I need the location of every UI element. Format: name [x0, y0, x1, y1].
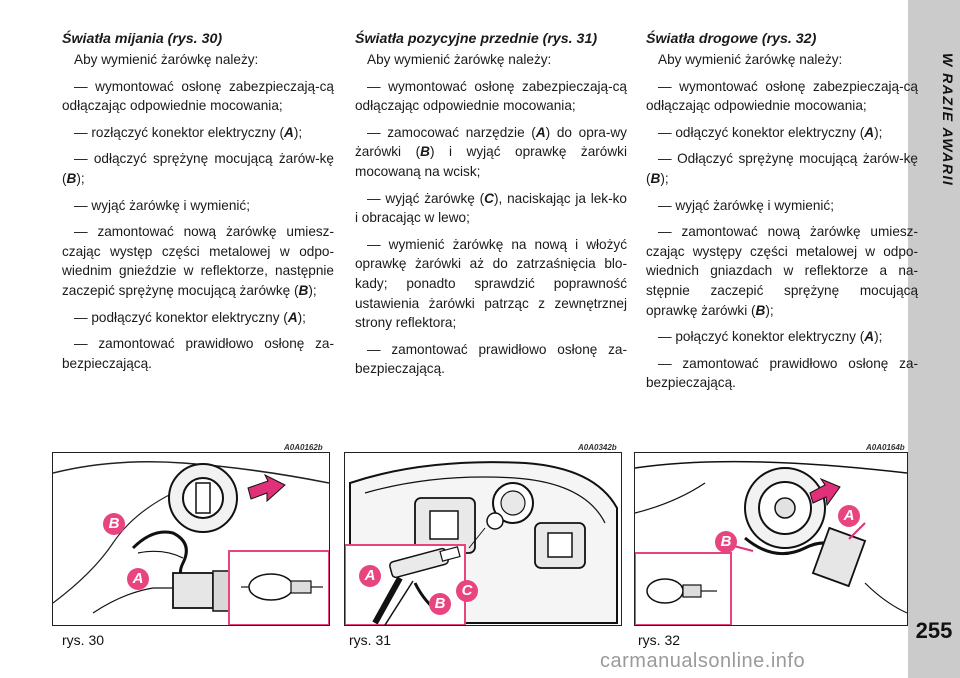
step-text: — odłączyć konektor elektryczny ( — [658, 124, 865, 140]
label-a-marker: A — [359, 565, 381, 587]
step-text: ); — [293, 124, 303, 140]
step-text: — wymienić żarówkę na nową i włożyć oprawkę żarówki aż do zatrzaśnięcia blo-kady; ponadto sprawdzić poprawność ustawienia żarówki patrząc z zewnętrznej strony reflektora; — [355, 236, 627, 331]
figure-low-beam-drawing — [53, 453, 329, 625]
figure-position-lights — [344, 452, 622, 626]
part-reference-letter: A — [287, 309, 298, 325]
step-text: — wymontować osłonę zabezpieczają-cą odłączając odpowiednie mocowania; — [646, 78, 918, 114]
step-text: — Odłączyć sprężynę mocującą żarów-kę ( — [646, 151, 918, 186]
step-text: — podłączyć konektor elektryczny ( — [74, 309, 288, 325]
label-c-marker: C — [456, 580, 478, 602]
step-text: ); — [874, 329, 883, 345]
step-text: — zamontować prawidłowo osłonę za-bezpieczającą. — [355, 341, 627, 377]
step-text: ); — [874, 124, 883, 140]
figure-code: A0A0164b — [866, 443, 905, 452]
step-text: ) i wyjąć oprawkę żarówki mocowaną na wcisk; — [355, 144, 627, 179]
step-text: — wymontować osłonę zabezpieczają-cą odłączając odpowiednie mocowania; — [355, 78, 627, 114]
part-reference-letter: A — [864, 124, 875, 140]
part-reference-letter: B — [755, 302, 766, 318]
instruction-step — [355, 77, 627, 116]
instruction-step — [62, 149, 334, 188]
part-reference-letter: C — [484, 190, 494, 206]
step-text: — wyjąć żarówkę i wymienić; — [658, 197, 835, 213]
column-high-beam — [646, 30, 918, 400]
figure-caption: rys. 30 — [62, 632, 105, 648]
step-text: — połączyć konektor elektryczny ( — [658, 329, 865, 345]
step-text: — zamontować nową żarówkę umiesz-czając występy części metalowej w odpo-wiednich gniazdach w reflektorze a na-stępnie zaczepić sprężynę mocującą oprawkę żarówki ( — [646, 224, 918, 318]
instruction-step — [646, 123, 918, 143]
step-text: — rozłączyć konektor elektryczny ( — [74, 124, 285, 140]
instruction-step — [62, 196, 334, 216]
figure-code: A0A0342b — [578, 443, 617, 452]
part-reference-letter: A — [535, 124, 546, 140]
instruction-step — [62, 334, 334, 373]
section-heading: Światła mijania (rys. 30) — [62, 31, 223, 47]
column-position-lights — [355, 30, 627, 386]
instruction-step — [355, 235, 627, 333]
instruction-step — [646, 77, 918, 116]
part-reference-letter: B — [298, 282, 309, 298]
step-text: ); — [660, 170, 669, 186]
section-heading: Światła pozycyjne przednie (rys. 31) — [355, 31, 598, 47]
label-a-marker: A — [127, 568, 149, 590]
figure-high-beam — [634, 452, 908, 626]
label-b-marker: B — [103, 513, 125, 535]
step-text: ); — [76, 170, 85, 186]
part-reference-letter: A — [284, 124, 294, 140]
instruction-step — [646, 354, 918, 393]
step-text: ); — [765, 302, 774, 318]
instruction-step — [62, 222, 334, 300]
watermark: carmanualsonline.info — [600, 650, 806, 672]
step-text: — odłączyć sprężynę mocującą żarów-kę ( — [62, 151, 334, 186]
label-a-marker: A — [838, 505, 860, 527]
intro-text: Aby wymienić żarówkę należy: — [367, 52, 552, 67]
label-b-marker: B — [715, 531, 737, 553]
figure-low-beam — [52, 452, 330, 626]
instruction-step — [355, 123, 627, 182]
intro-text: Aby wymienić żarówkę należy: — [658, 52, 843, 67]
instruction-step — [62, 123, 334, 143]
figure-caption: rys. 31 — [349, 632, 392, 648]
instruction-step — [355, 340, 627, 379]
step-text: — wyjąć żarówkę ( — [367, 190, 485, 206]
instruction-step — [646, 196, 918, 216]
step-text: — wymontować osłonę zabezpieczają-cą odłączając odpowiednie mocowania; — [62, 78, 334, 114]
instruction-step — [62, 308, 334, 328]
intro-text: Aby wymienić żarówkę należy: — [74, 52, 259, 67]
page-number: 255 — [915, 618, 953, 643]
step-text: — zamontować prawidłowo osłonę za-bezpieczającą. — [646, 355, 918, 391]
step-text: — zamontować nową żarówkę umiesz-czając występ części metalowej w odpo-wiednim gnieździe w reflektorze, następnie zaczepić sprężynę mocującą żarówkę ( — [62, 224, 334, 298]
instruction-step — [62, 77, 334, 116]
step-text: — zamontować prawidłowo osłonę za-bezpieczającą. — [62, 336, 334, 371]
instruction-step — [646, 222, 918, 320]
section-title: W RAZIE AWARII — [940, 53, 956, 187]
step-text: ); — [308, 282, 317, 298]
figure-position-lights-drawing — [345, 453, 621, 625]
step-text: — zamocować narzędzie ( — [367, 124, 536, 140]
part-reference-letter: B — [650, 170, 661, 186]
section-heading: Światła drogowe (rys. 32) — [646, 31, 817, 47]
step-text: — wyjąć żarówkę i wymienić; — [74, 197, 251, 213]
figure-high-beam-drawing — [635, 453, 907, 625]
figure-caption: rys. 32 — [638, 632, 681, 648]
instruction-step — [355, 189, 627, 228]
figure-code: A0A0162b — [284, 443, 323, 452]
step-text: ), naciskając ja lek-ko i obracając w lewo; — [355, 190, 627, 226]
part-reference-letter: B — [420, 144, 430, 160]
column-low-beam — [62, 30, 334, 380]
part-reference-letter: B — [66, 170, 77, 186]
step-text: ) do opra-wy żarówki ( — [355, 124, 627, 160]
step-text: ); — [297, 309, 306, 325]
label-b-marker: B — [429, 593, 451, 615]
instruction-step — [646, 149, 918, 188]
instruction-step — [646, 327, 918, 347]
part-reference-letter: A — [864, 329, 875, 345]
